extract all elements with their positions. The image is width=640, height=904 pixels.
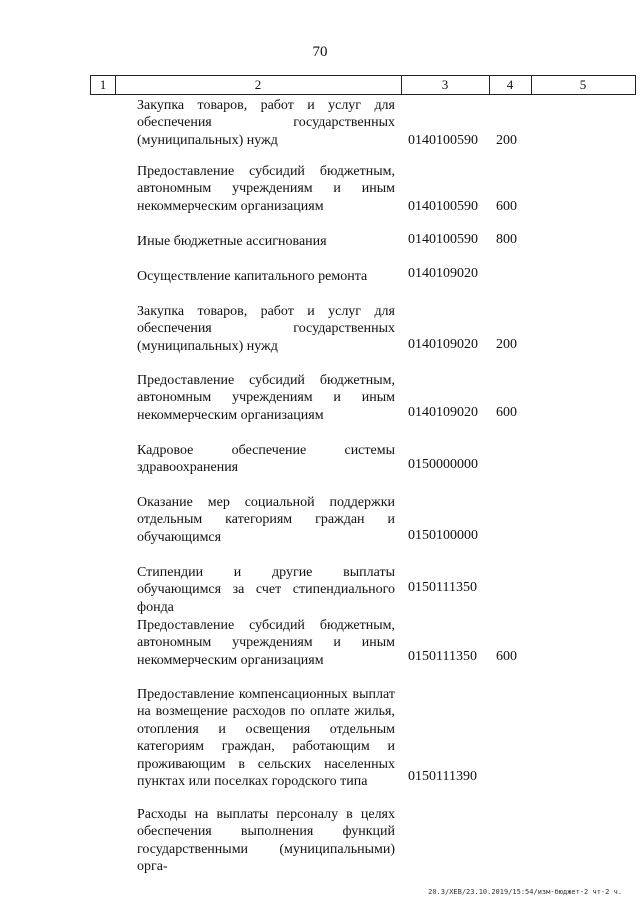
row-name: Предоставление субсидий бюджетным, автономным учреждениям и иным некоммерческим организациям (137, 164, 395, 214)
row-code: 0150111390 (408, 769, 477, 784)
row-name: Оказание мер социальной поддержки отдельным категориям граждан и обучающимся (137, 495, 395, 545)
header-col-5: 5 (579, 77, 587, 92)
row-name: Предоставление субсидий бюджетным, автономным учреждениям и иным некоммерческим организациям (137, 618, 395, 668)
row-code: 0150000000 (408, 457, 478, 472)
page-number: 70 (312, 44, 328, 60)
row-code: 0150100000 (408, 528, 478, 543)
row-code: 0140109020 (408, 405, 478, 420)
row-name: Расходы на выплаты персоналу в целях обеспечения выполнения функций государственными (муниципальными) орга- (137, 807, 395, 875)
footer-stamp: 20.3/ХЕВ/23.10.2019/15:54/изм-бюджет-2 чт-2 ч. (428, 888, 622, 896)
header-col-1: 1 (91, 76, 116, 94)
row-vr: 600 (496, 199, 517, 214)
row-name: Иные бюджетные ассигнования (137, 234, 327, 249)
row-vr: 200 (496, 337, 517, 352)
row-code: 0140100590 (408, 199, 478, 214)
row-name: Стипендии и другие выплаты обучающимся за счет стипендиального фонда (137, 565, 395, 615)
header-col-3: 3 (401, 76, 490, 94)
row-code: 0140109020 (408, 337, 478, 352)
row-name: Осуществление капитального ремонта (137, 269, 368, 284)
row-code: 0140109020 (408, 266, 478, 281)
row-code: 0140100590 (408, 133, 478, 148)
header-col-2: 2 (115, 76, 402, 94)
row-vr: 200 (496, 133, 517, 148)
row-name: Предоставление субсидий бюджетным, автономным учреждениям и иным некоммерческим организациям (137, 373, 395, 423)
row-code: 0150111350 (408, 580, 477, 595)
row-name: Закупка товаров, работ и услуг для обеспечения государственных (муниципальных) нужд (137, 98, 395, 148)
row-vr: 600 (496, 649, 517, 664)
row-vr: 600 (496, 405, 517, 420)
row-name: Закупка товаров, работ и услуг для обеспечения государственных (муниципальных) нужд (137, 304, 395, 354)
row-code: 0150111350 (408, 649, 477, 664)
row-name: Кадровое обеспечение системы здравоохранения (137, 443, 395, 476)
row-name: Предоставление компенсационных выплат на возмещение расходов по оплате жилья, отопления и освещения отдельным категориям граждан, работающим и проживающим в сельских населенных пунктах или поселках городского типа (137, 687, 395, 790)
table-header (90, 75, 636, 95)
header-col-4: 4 (489, 76, 532, 94)
row-code: 0140100590 (408, 232, 478, 247)
row-vr: 800 (496, 232, 517, 247)
